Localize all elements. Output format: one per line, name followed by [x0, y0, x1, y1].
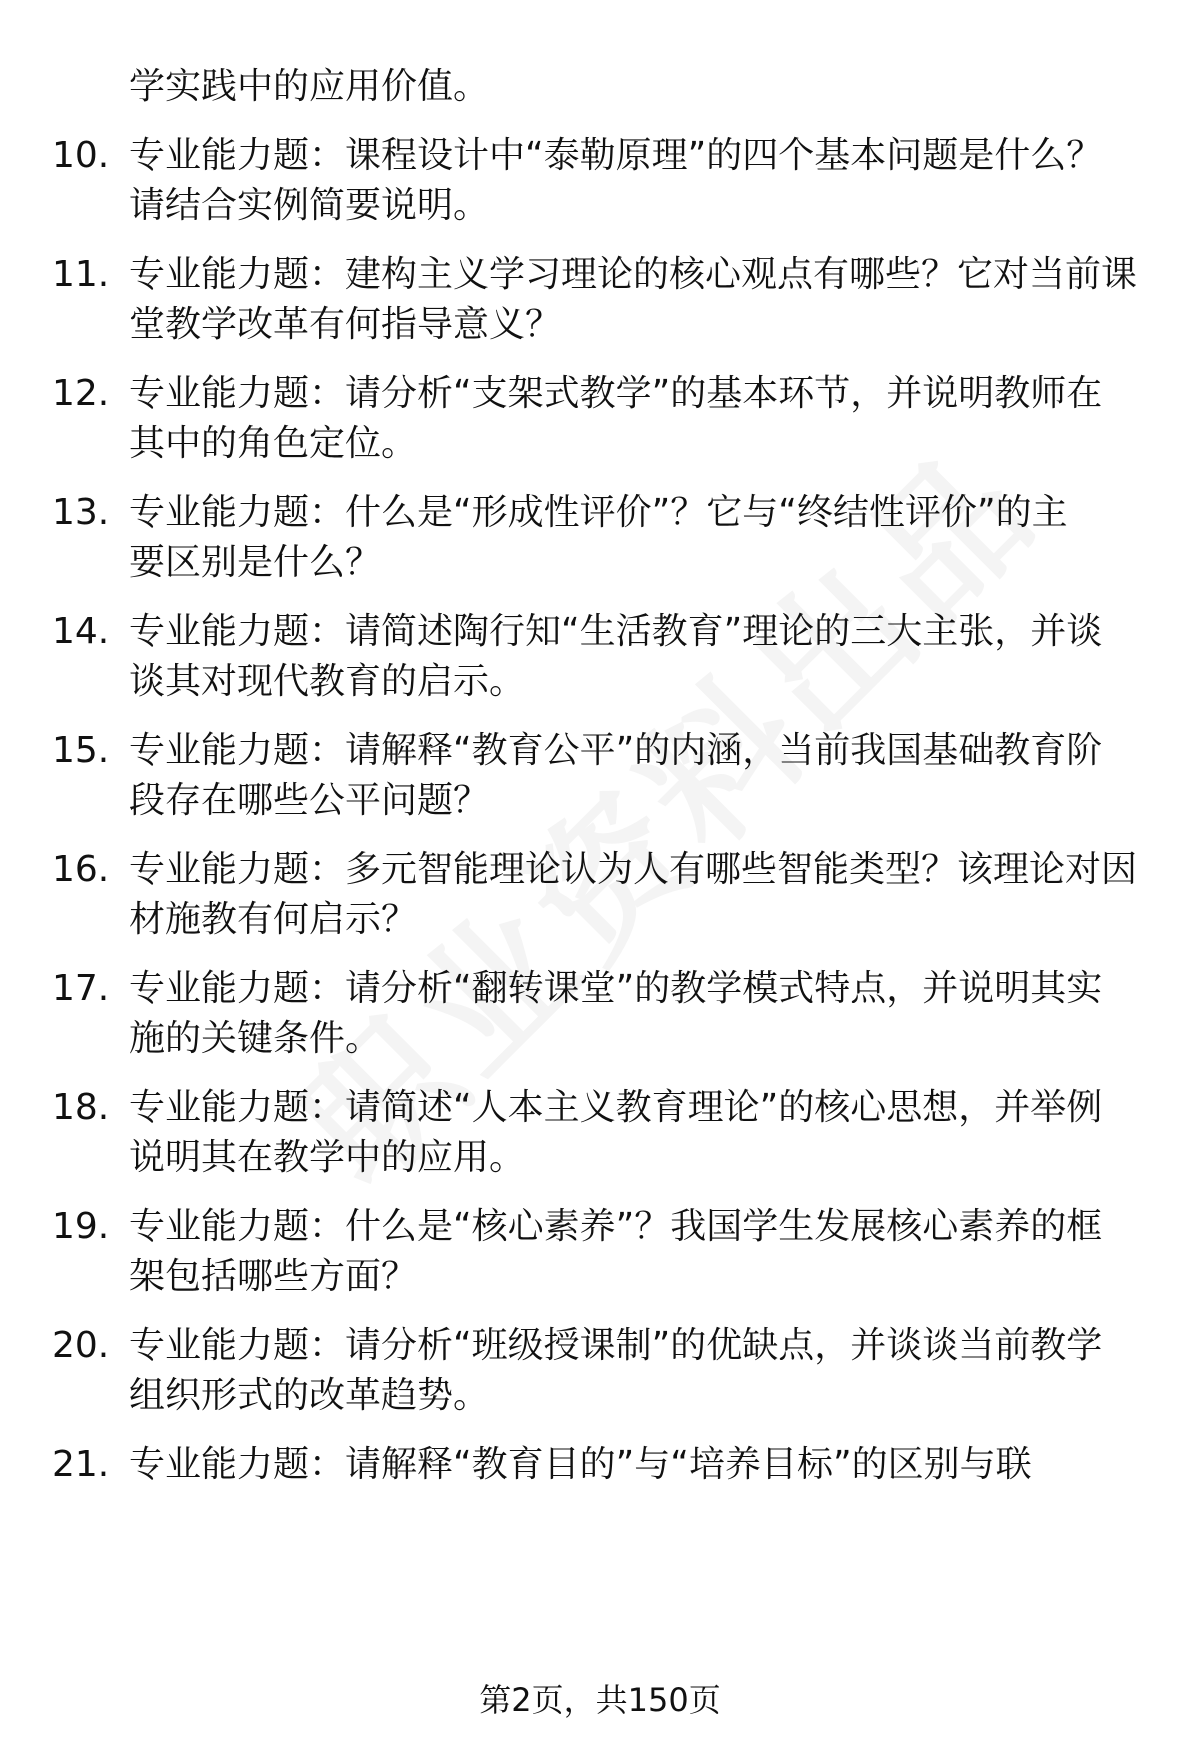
continuation-text: 学实践中的应用价值。 [129, 66, 490, 107]
question-text-line: 组织形式的改革趋势。 [129, 1375, 490, 1416]
question-text-line: 专业能力题：请分析“班级授课制”的优缺点，并谈谈当前教学 [129, 1325, 1103, 1366]
question-text-line: 专业能力题：请简述陶行知“生活教育”理论的三大主张，并谈 [129, 611, 1103, 652]
question-number: 14. [52, 611, 110, 652]
question-text-line: 材施教有何启示？ [129, 899, 418, 940]
question-text-line: 说明其在教学中的应用。 [129, 1137, 526, 1178]
question-number: 15. [52, 730, 110, 771]
question-text-line: 专业能力题：多元智能理论认为人有哪些智能类型？该理论对因 [129, 849, 1138, 890]
question-text-line: 专业能力题：什么是“核心素养”？我国学生发展核心素养的框 [129, 1206, 1103, 1247]
question-text-line: 专业能力题：请分析“支架式教学”的基本环节，并说明教师在 [129, 373, 1103, 414]
question-text-line: 专业能力题：什么是“形成性评价”？它与“终结性评价”的主 [129, 492, 1068, 533]
question-number: 11. [52, 254, 110, 295]
question-number: 16. [52, 849, 110, 890]
question-text-line: 架包括哪些方面？ [129, 1256, 418, 1297]
question-text-line: 专业能力题：请解释“教育目的”与“培养目标”的区别与联 [129, 1444, 1032, 1485]
question-text-line: 专业能力题：建构主义学习理论的核心观点有哪些？它对当前课 [129, 254, 1138, 295]
question-number: 13. [52, 492, 110, 533]
question-text-line: 要区别是什么？ [129, 542, 382, 583]
question-number: 12. [52, 373, 110, 414]
question-number: 18. [52, 1087, 110, 1128]
question-number: 21. [52, 1444, 110, 1485]
question-text-line: 段存在哪些公平问题？ [129, 780, 490, 821]
question-text-line: 请结合实例简要说明。 [129, 185, 490, 226]
question-text-line: 施的关键条件。 [129, 1018, 382, 1059]
question-text-line: 其中的角色定位。 [129, 423, 418, 464]
question-text-line: 堂教学改革有何指导意义？ [129, 304, 562, 345]
question-text-line: 专业能力题：请分析“翻转课堂”的教学模式特点，并说明其实 [129, 968, 1103, 1009]
question-number: 20. [52, 1325, 110, 1366]
question-text-line: 专业能力题：请解释“教育公平”的内涵，当前我国基础教育阶 [129, 730, 1103, 771]
question-number: 17. [52, 968, 110, 1009]
question-text-line: 专业能力题：请简述“人本主义教育理论”的核心思想，并举例 [129, 1087, 1103, 1128]
question-text-line: 谈其对现代教育的启示。 [129, 661, 526, 702]
page-footer: 第2页，共150页 [479, 1681, 721, 1719]
question-text-line: 专业能力题：课程设计中“泰勒原理”的四个基本问题是什么？ [129, 135, 1103, 176]
question-number: 19. [52, 1206, 110, 1247]
question-number: 10. [52, 135, 110, 176]
